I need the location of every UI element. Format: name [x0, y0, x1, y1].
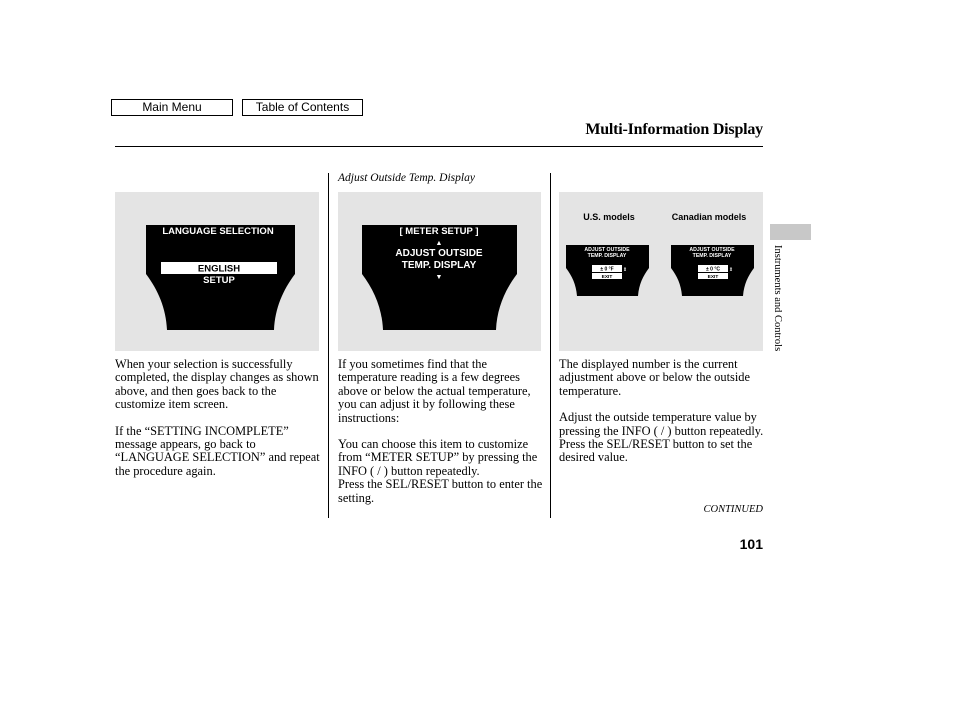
canadian-updown-icon: ⇕ — [728, 267, 734, 273]
paragraph: Press the SEL/RESET button to enter the setting. — [338, 477, 543, 505]
us-updown-icon: ⇕ — [622, 267, 628, 273]
column-1-text — [115, 358, 320, 491]
paragraph: You can choose this item to customize from “METER SETUP” by pressing the INFO ( / ) button repeatedly. — [338, 437, 538, 478]
paragraph: If you sometimes find that the temperature reading is a few degrees above or below the actual temperature, you can adjust it by following these instructions: — [338, 357, 531, 425]
display-heading: LANGUAGE SELECTION — [162, 226, 274, 237]
canadian-value: ± 0 °C — [706, 266, 720, 273]
us-value: ± 0 °F — [600, 266, 614, 273]
display-heading: [ METER SETUP ] — [399, 226, 479, 237]
paragraph: If the “SETTING INCOMPLETE” message appears, go back to “LANGUAGE SELECTION” and repeat the procedure again. — [115, 423, 320, 478]
selected-option: ENGLISH — [197, 263, 241, 275]
table-of-contents-button[interactable]: Table of Contents — [242, 99, 363, 116]
section-label: Instruments and Controls — [772, 245, 783, 352]
menu-option: SETUP — [203, 275, 235, 286]
canadian-exit: EXIT — [707, 275, 719, 280]
page-number: 101 — [739, 536, 763, 552]
column-3-text — [559, 358, 764, 478]
paragraph: Adjust the outside temperature value by pressing the INFO ( / ) button repeatedly. Press the SEL/RESET button to set the desired value. — [559, 410, 764, 465]
meter-setup-figure — [338, 192, 541, 351]
column-divider-2 — [550, 173, 551, 518]
canadian-models-label: Canadian models — [671, 212, 747, 222]
paragraph: The displayed number is the current adjustment above or below the outside temperature. — [559, 357, 750, 398]
figure-caption: Adjust Outside Temp. Display — [338, 172, 475, 184]
main-menu-button[interactable]: Main Menu — [111, 99, 233, 116]
us-display-line-2: TEMP. DISPLAY — [587, 253, 627, 259]
down-arrow-icon: ▼ — [435, 274, 443, 281]
language-selection-figure — [115, 192, 319, 351]
canadian-display-line-2: TEMP. DISPLAY — [692, 253, 732, 259]
canadian-display-line-1: ADJUST OUTSIDE — [689, 247, 735, 253]
page-title: Multi-Information Display — [585, 121, 763, 138]
paragraph: When your selection is successfully completed, the display changes as shown above, and then goes back to the customize item screen. — [115, 357, 319, 412]
header-rule — [115, 146, 763, 147]
us-exit: EXIT — [601, 275, 613, 280]
column-2-text — [338, 358, 544, 518]
display-line-1: ADJUST OUTSIDE — [395, 248, 483, 259]
temperature-adjust-figure — [559, 192, 763, 351]
up-arrow-icon: ▲ — [435, 240, 443, 247]
us-display-line-1: ADJUST OUTSIDE — [584, 247, 630, 253]
section-tab — [770, 224, 811, 240]
us-models-label: U.S. models — [583, 212, 635, 222]
column-divider-1 — [328, 173, 329, 518]
continued-label: CONTINUED — [703, 504, 763, 515]
display-line-2: TEMP. DISPLAY — [401, 260, 477, 271]
